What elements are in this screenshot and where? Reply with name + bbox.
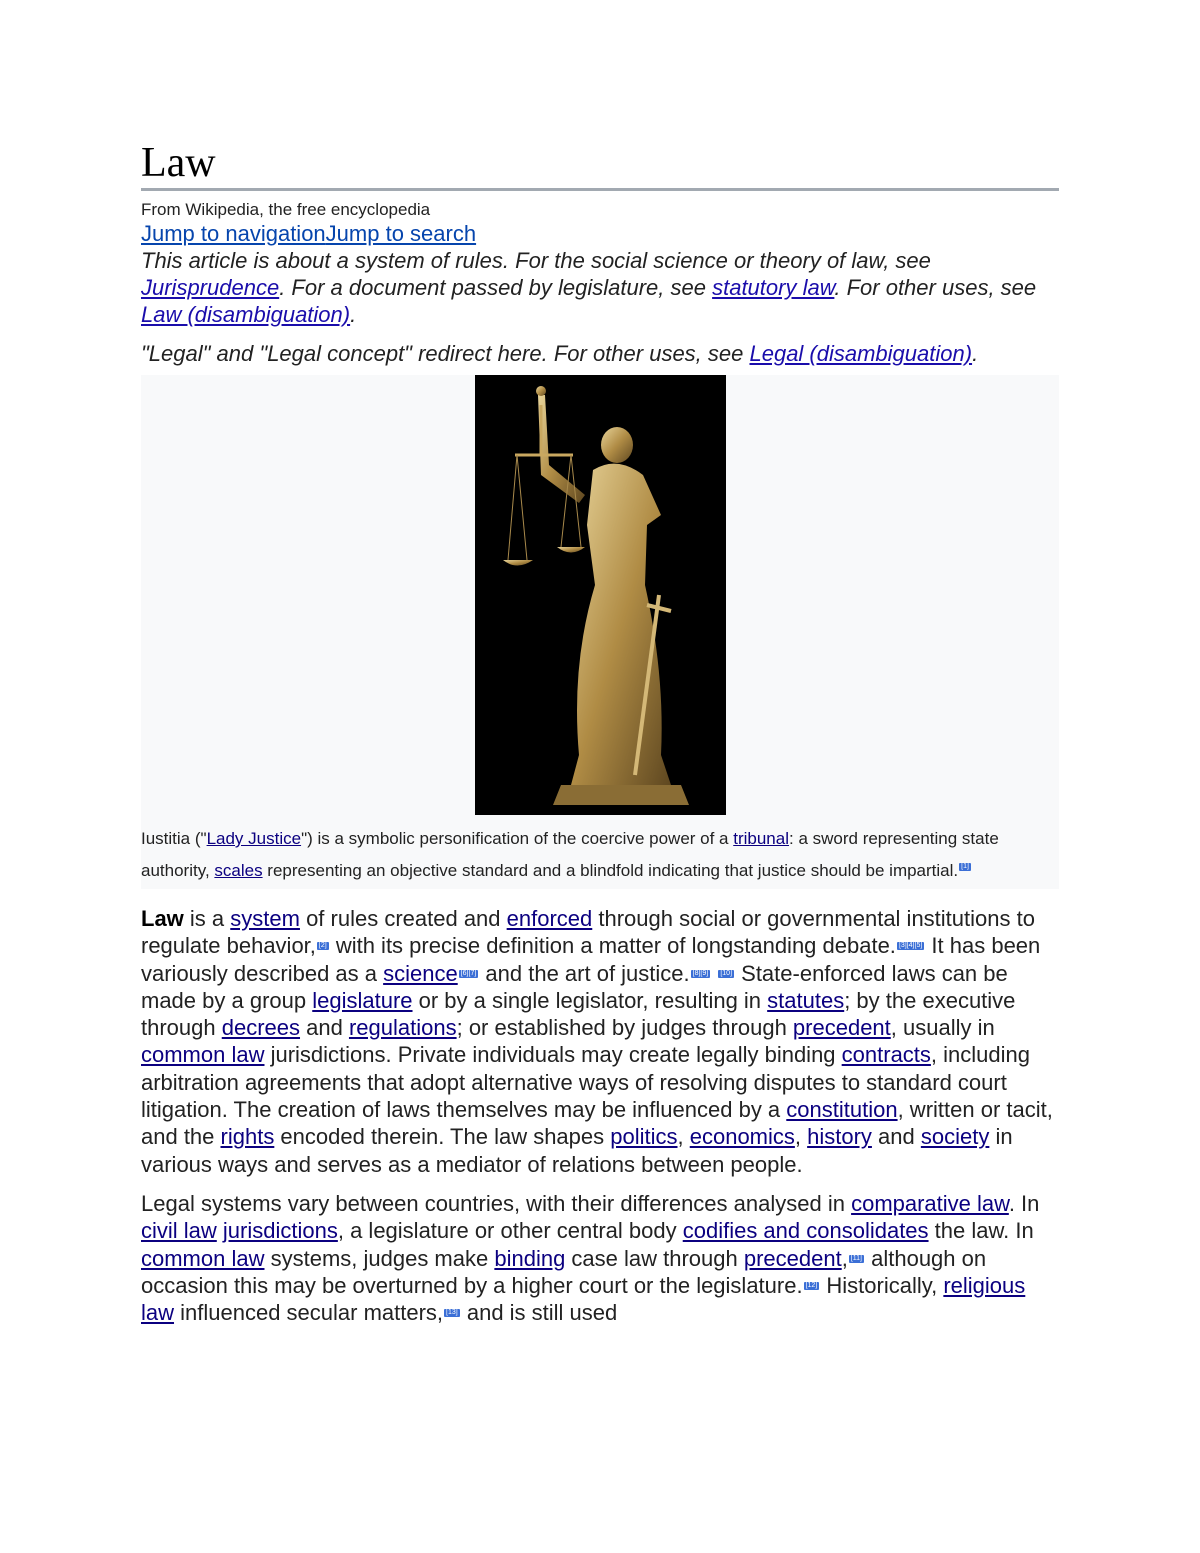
paragraph-text: , usually in (890, 1015, 995, 1041)
link-lady-justice[interactable]: Lady Justice (206, 829, 302, 848)
paragraph-text: jurisdictions. Private individuals may create legally binding (264, 1042, 842, 1068)
link-decrees[interactable]: decrees (221, 1015, 301, 1041)
link-legal-disambiguation[interactable]: Legal (disambiguation) (749, 341, 973, 366)
citation-ref[interactable]: [2] (318, 942, 327, 950)
caption-text: representing an objective standard and a blindfold indicating that justice should be impartial. (262, 861, 959, 880)
paragraph-text: influenced secular matters, (174, 1300, 444, 1326)
paragraph-text: and is still used (460, 1300, 618, 1326)
jump-links (141, 221, 1059, 247)
link-religious-law[interactable]: religious law (141, 1272, 1026, 1326)
paragraph-text: It has been variously described as a (141, 933, 1041, 986)
hatnote-text: This article is about a system of rules. For the social science or theory of law, see (141, 248, 931, 273)
paragraph-text: and (300, 1015, 349, 1041)
link-binding[interactable]: binding (494, 1245, 566, 1271)
link-science[interactable]: science (383, 960, 458, 986)
paragraph-text: ; by the executive through (141, 987, 1016, 1041)
paragraph-text: , (841, 1245, 848, 1271)
link-contracts[interactable]: contracts (841, 1042, 931, 1068)
citation-ref[interactable]: [10] (720, 969, 733, 977)
site-subtitle: From Wikipedia, the free encyclopedia (141, 200, 431, 219)
citation-ref[interactable]: [1] (961, 863, 969, 870)
lady-justice-statue-image[interactable] (475, 375, 726, 815)
hatnote-redirect (141, 340, 1059, 367)
link-history[interactable]: history (807, 1124, 872, 1150)
paragraph-text: in various ways and serves as a mediator of relations between people. (141, 1124, 1013, 1177)
paragraph-text: , (677, 1124, 690, 1150)
link-codifies-and-consolidates[interactable]: codifies and consolidates (682, 1218, 929, 1244)
paragraph-text: through social or governmental institutions to regulate behavior, (141, 906, 1035, 959)
caption-text: ") is a symbolic personification of the coercive power of a (301, 829, 734, 848)
citation-ref[interactable]: [12] (805, 1281, 818, 1289)
link-statutes[interactable]: statutes (767, 987, 845, 1013)
article (141, 138, 1059, 1326)
hatnote-text: . For other uses, see (834, 275, 1037, 300)
hatnote-text: . (350, 302, 357, 327)
link-system[interactable]: system (230, 906, 300, 931)
link-precedent[interactable]: precedent (743, 1245, 842, 1271)
link-jurisprudence[interactable]: Jurisprudence (141, 275, 280, 300)
link-rights[interactable]: rights (220, 1124, 275, 1150)
paragraph-text: with its precise definition a matter of longstanding debate. (329, 933, 896, 959)
link-comparative-law[interactable]: comparative law (851, 1190, 1009, 1216)
paragraph-text: , written or tacit, and the (141, 1097, 1053, 1150)
paragraph-text: and the art of justice. (479, 960, 690, 986)
link-scales[interactable]: scales (214, 861, 263, 880)
citation-ref[interactable]: [13] (446, 1309, 458, 1317)
link-common-law[interactable]: common law (141, 1042, 265, 1068)
paragraph-text: is a (183, 906, 231, 931)
paragraph-text: encoded therein. The law shapes (274, 1124, 611, 1150)
jump-to-navigation-link[interactable]: Jump to navigation (141, 221, 326, 246)
paragraph-text: the law. In (928, 1218, 1034, 1244)
link-law-disambiguation[interactable]: Law (disambiguation) (141, 302, 351, 327)
link-common-law[interactable]: common law (141, 1245, 265, 1271)
citation-ref[interactable]: [11] (850, 1254, 862, 1262)
paragraph-text: and (871, 1124, 921, 1150)
citation-ref[interactable]: [3][4][5] (898, 942, 923, 950)
caption-text: : a sword representing state authority, (141, 829, 999, 880)
paragraph-text: State-enforced laws can be made by a group (141, 960, 1008, 1013)
bold-term: Law (141, 906, 184, 931)
paragraph-text: ; or established by judges through (456, 1015, 793, 1041)
citation-ref[interactable]: [8][9] (692, 969, 709, 977)
figure-caption (141, 815, 1059, 887)
paragraph-text: Legal systems vary between countries, with their differences analysed in (141, 1190, 852, 1216)
citation-ref[interactable]: [6][7] (460, 969, 477, 977)
page-title: Law (141, 138, 1059, 191)
hatnote-text: . (972, 341, 979, 366)
hatnote-text: "Legal" and "Legal concept" redirect here. For other uses, see (141, 341, 750, 366)
link-precedent[interactable]: precedent (792, 1015, 891, 1041)
link-legislature[interactable]: legislature (312, 987, 413, 1013)
paragraph-text: . In (1008, 1190, 1040, 1216)
link-regulations[interactable]: regulations (348, 1015, 457, 1041)
paragraph-text: case law through (565, 1245, 744, 1271)
hatnote-text: . For a document passed by legislature, see (279, 275, 713, 300)
paragraph-text: of rules created and (299, 906, 507, 931)
paragraph-text: or by a single legislator, resulting in (412, 987, 768, 1013)
paragraph-text: systems, judges make (264, 1245, 495, 1271)
link-enforced[interactable]: enforced (506, 906, 593, 931)
link-jurisdictions[interactable]: jurisdictions (222, 1218, 338, 1244)
link-statutory-law[interactable]: statutory law (712, 275, 835, 300)
link-society[interactable]: society (920, 1124, 990, 1150)
thumbnail-figure (141, 375, 1059, 889)
paragraph-text: , (794, 1124, 808, 1150)
hatnote-disambiguation (141, 247, 1059, 328)
paragraph-text: , including arbitration agreements that adopt alternative ways of resolving disputes to standard court litigation. The creation of laws themselves may be influenced by a (141, 1042, 1030, 1123)
lead-paragraph (141, 905, 1059, 1178)
link-constitution[interactable]: constitution (786, 1097, 898, 1123)
second-paragraph (141, 1190, 1059, 1326)
link-economics[interactable]: economics (689, 1124, 795, 1150)
link-tribunal[interactable]: tribunal (733, 829, 789, 848)
paragraph-text: , a legislature or other central body (337, 1218, 683, 1244)
jump-to-search-link[interactable]: Jump to search (325, 221, 477, 246)
link-politics[interactable]: politics (610, 1124, 678, 1150)
paragraph-text: although on occasion this may be overturned by a higher court or the legislature. (141, 1245, 987, 1298)
paragraph-text: Historically, (820, 1272, 944, 1298)
caption-text: Iustitia (" (141, 829, 207, 848)
link-civil-law[interactable]: civil law (141, 1218, 217, 1244)
